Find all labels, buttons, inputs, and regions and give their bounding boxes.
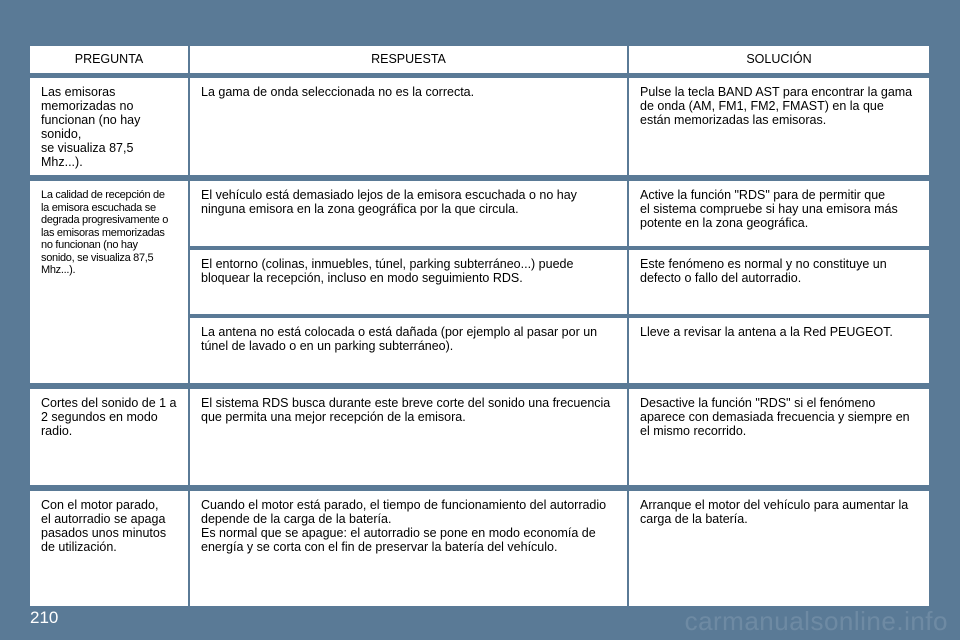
row-1-question: [30, 78, 188, 175]
row-2a-answer: [190, 181, 627, 246]
row-2c-solution-text: Lleve a revisar la antena a la Red PEUGEOT.: [640, 325, 893, 339]
row-2-question-text: La calidad de recepción de la emisora escuchada se degrada progresivamente o las emisoras memorizadas no funcionan (no hay sonido, se visualiza 87,5 Mhz...).: [41, 189, 169, 276]
row-3-solution-text: Desactive la función "RDS" si el fenómeno aparece con demasiada frecuencia y siempre en el mismo recorrido.: [640, 396, 910, 438]
row-2-question: [30, 181, 188, 383]
row-2c-solution: [629, 318, 929, 383]
row-3-question: [30, 389, 188, 485]
row-4-solution-text: Arranque el motor del vehículo para aumentar la carga de la batería.: [640, 498, 909, 526]
row-1-question-text: Las emisoras memorizadas no funcionan (no hay sonido, se visualiza 87,5 Mhz...).: [41, 85, 141, 169]
row-2b-answer-text: El entorno (colinas, inmuebles, túnel, parking subterráneo...) puede bloquear la recepción, incluso en modo seguimiento RDS.: [201, 257, 574, 285]
row-2a-answer-text: El vehículo está demasiado lejos de la emisora escuchada o no hay ninguna emisora en la zona geográfica por la que circula.: [201, 188, 577, 216]
header-question: PREGUNTA: [30, 46, 188, 73]
row-2a-solution: [629, 181, 929, 246]
row-3-answer: [190, 389, 627, 485]
row-2b-answer: [190, 250, 627, 314]
row-2b-solution: [629, 250, 929, 314]
row-4-question-text: Con el motor parado, el autorradio se apaga pasados unos minutos de utilización.: [41, 498, 167, 554]
row-4-solution: [629, 491, 929, 606]
row-3-answer-text: El sistema RDS busca durante este breve corte del sonido una frecuencia que permita una mejor recepción de la emisora.: [201, 396, 611, 424]
row-3-question-text: Cortes del sonido de 1 a 2 segundos en modo radio.: [41, 396, 177, 438]
row-3-solution: [629, 389, 929, 485]
row-4-question: [30, 491, 188, 606]
row-2a-solution-text: Active la función "RDS" para de permitir que el sistema compruebe si hay una emisora más potente en la zona geográfica.: [640, 188, 898, 230]
header-answer: RESPUESTA: [190, 46, 627, 73]
header-solution: SOLUCIÓN: [629, 46, 929, 73]
row-4-answer-text: Cuando el motor está parado, el tiempo de funcionamiento del autorradio depende de la carga de la batería. Es normal que se apague: el autorradio se pone en modo economía de energía y se corta con el fin de preservar la batería del vehículo.: [201, 498, 607, 554]
watermark: carmanualsonline.info: [684, 606, 948, 636]
row-1-answer-text: La gama de onda seleccionada no es la correcta.: [201, 85, 475, 99]
row-1-answer: [190, 78, 627, 175]
row-2c-answer-text: La antena no está colocada o está dañada (por ejemplo al pasar por un túnel de lavado o en un parking subterráneo).: [201, 325, 598, 353]
row-4-answer: [190, 491, 627, 606]
row-2b-solution-text: Este fenómeno es normal y no constituye un defecto o fallo del autorradio.: [640, 257, 887, 285]
row-1-solution: [629, 78, 929, 175]
row-2c-answer: [190, 318, 627, 383]
row-1-solution-text: Pulse la tecla BAND AST para encontrar la gama de onda (AM, FM1, FM2, FMAST) en la que están memorizadas las emisoras.: [640, 85, 913, 127]
page-number: 210: [30, 608, 59, 627]
